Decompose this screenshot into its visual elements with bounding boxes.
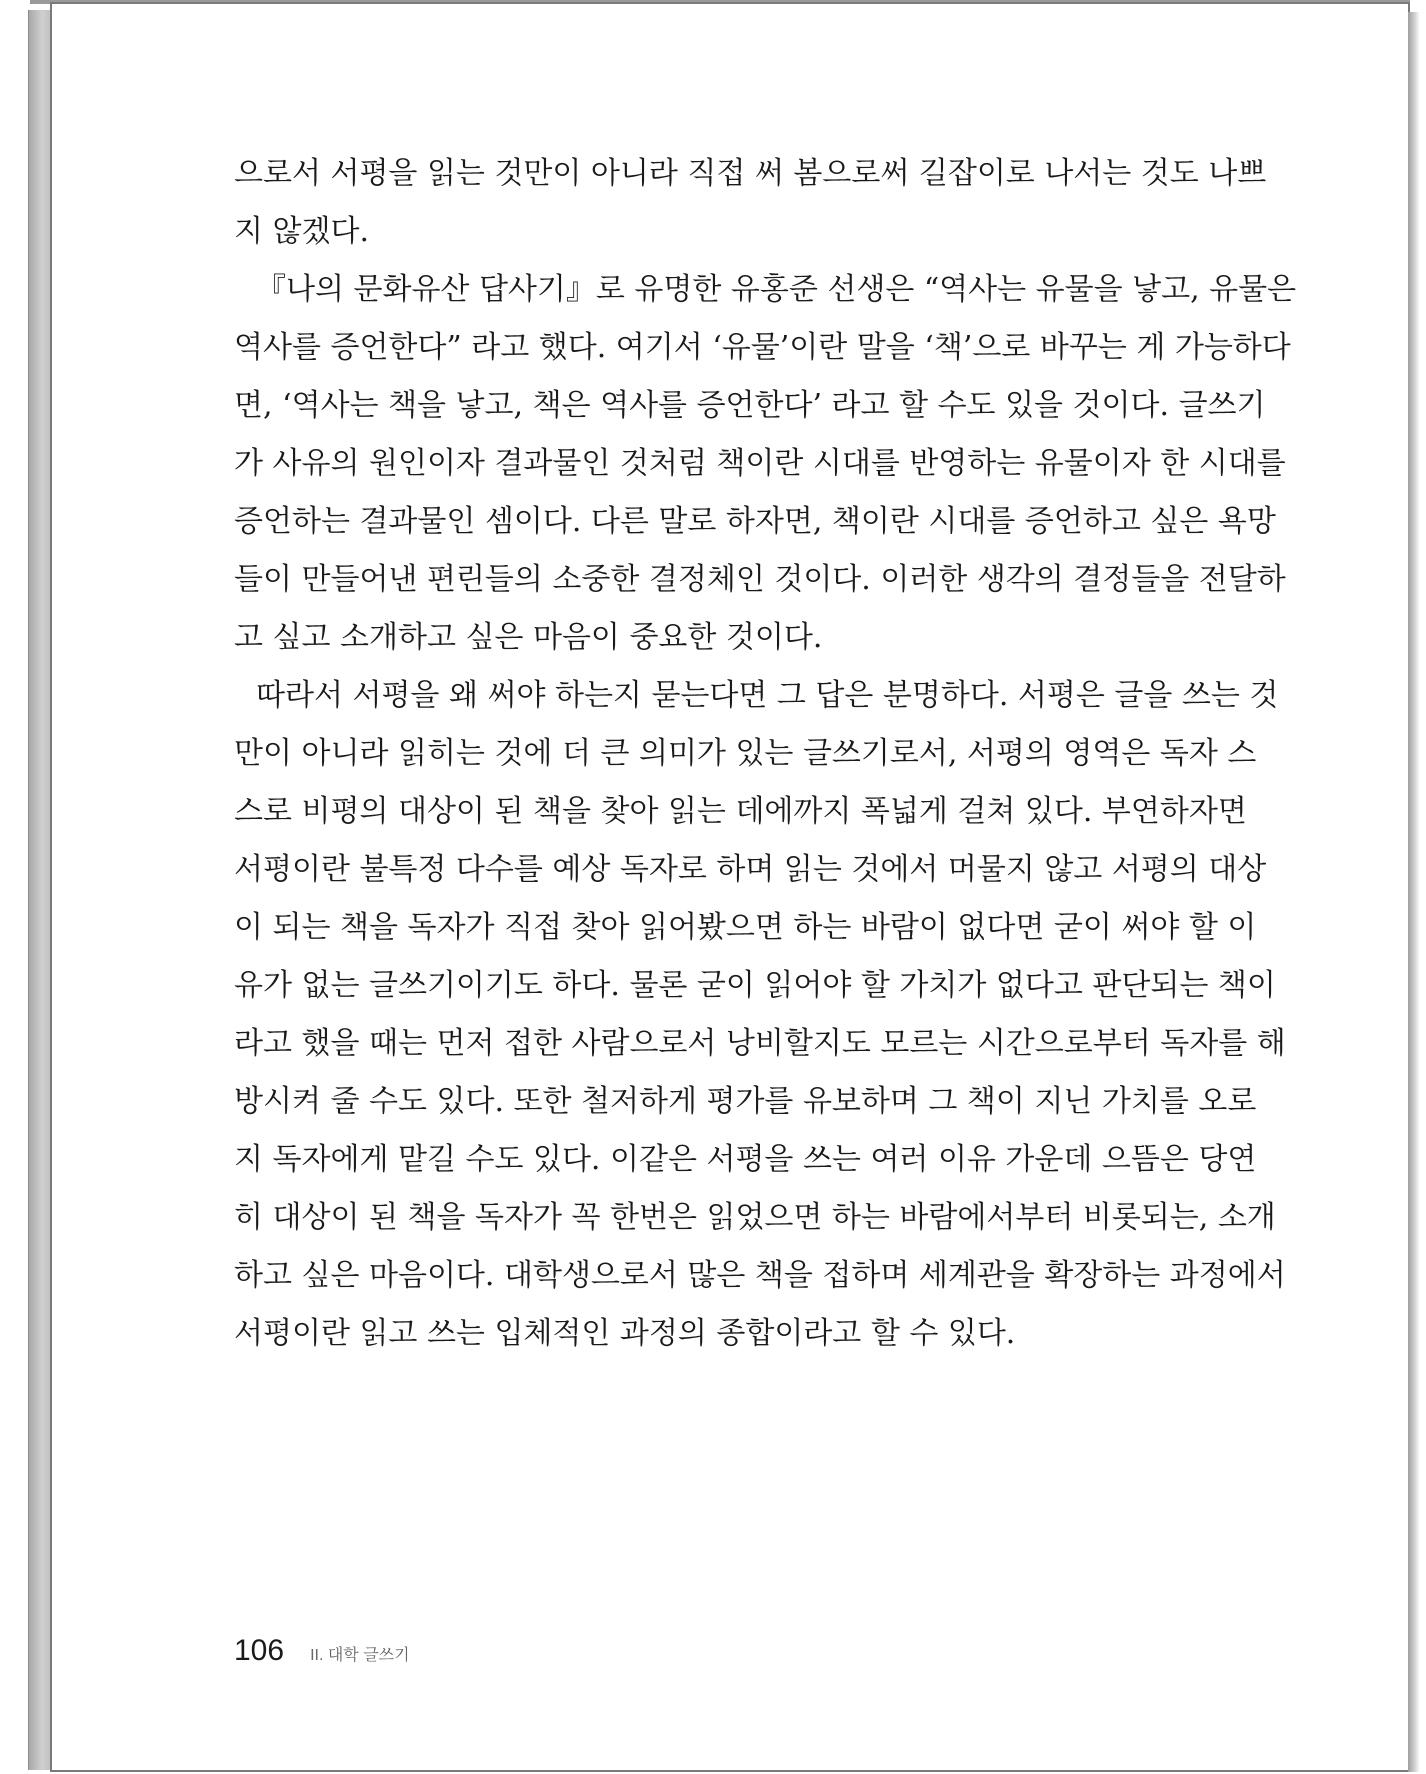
page-right-shadow <box>1408 12 1420 1772</box>
text-line: 증언하는 결과물인 셈이다. 다른 말로 하자면, 책이란 시대를 증언하고 싶은 욕망 <box>234 504 1276 539</box>
running-section-title: II. 대학 글쓰기 <box>310 1647 410 1664</box>
text-line: 고 싶고 소개하고 싶은 마음이 중요한 것이다. <box>234 620 823 655</box>
text-line: 서평이란 불특정 다수를 예상 독자로 하며 읽는 것에서 머물지 않고 서평의 대상 <box>234 852 1267 887</box>
text-line: 『나의 문화유산 답사기』로 유명한 유홍준 선생은 “역사는 유물을 낳고, 유물은 <box>256 272 1297 307</box>
text-line: 들이 만들어낸 편린들의 소중한 결정체인 것이다. 이러한 생각의 결정들을 전달하 <box>234 562 1286 597</box>
text-line: 스로 비평의 대상이 된 책을 찾아 읽는 데에까지 폭넓게 걸쳐 있다. 부연하자면 <box>234 794 1247 829</box>
text-line: 서평이란 읽고 쓰는 입체적인 과정의 종합이라고 할 수 있다. <box>234 1316 1016 1351</box>
text-line: 만이 아니라 읽히는 것에 더 큰 의미가 있는 글쓰기로서, 서평의 영역은 독자 스 <box>234 736 1257 771</box>
text-line: 하고 싶은 마음이다. 대학생으로서 많은 책을 접하며 세계관을 확장하는 과정에서 <box>234 1258 1286 1293</box>
text-line: 방시켜 줄 수도 있다. 또한 철저하게 평가를 유보하며 그 책이 지닌 가치를 오로 <box>234 1084 1257 1119</box>
text-line: 지 않겠다. <box>234 214 369 249</box>
text-line: 히 대상이 된 책을 독자가 꼭 한번은 읽었으면 하는 바람에서부터 비롯되는, 소개 <box>234 1200 1276 1235</box>
text-line: 유가 없는 글쓰기이기도 하다. 물론 굳이 읽어야 할 가치가 없다고 판단되는 책이 <box>234 968 1276 1003</box>
text-line: 라고 했을 때는 먼저 접한 사람으로서 낭비할지도 모르는 시간으로부터 독자를 해 <box>234 1026 1286 1061</box>
text-line: 가 사유의 원인이자 결과물인 것처럼 책이란 시대를 반영하는 유물이자 한 시대를 <box>234 446 1286 481</box>
text-line: 따라서 서평을 왜 써야 하는지 묻는다면 그 답은 분명하다. 서평은 글을 쓰는 것 <box>256 678 1279 713</box>
text-line: 으로서 서평을 읽는 것만이 아니라 직접 써 봄으로써 길잡이로 나서는 것도 나쁘 <box>234 156 1267 191</box>
text-line: 이 되는 책을 독자가 직접 찾아 읽어봤으면 하는 바람이 없다면 굳이 써야 할 이 <box>234 910 1257 945</box>
page-footer <box>234 1634 410 1670</box>
text-line: 지 독자에게 맡길 수도 있다. 이같은 서평을 쓰는 여러 이유 가운데 으뜸은 당연 <box>234 1142 1257 1177</box>
page-number: 106 <box>234 1634 285 1667</box>
text-line: 면, ‘역사는 책을 낳고, 책은 역사를 증언한다’ 라고 할 수도 있을 것이다. 글쓰기 <box>234 388 1266 423</box>
text-line: 역사를 증언한다” 라고 했다. 여기서 ‘유물’이란 말을 ‘책’으로 바꾸는 게 가능하다 <box>234 330 1291 365</box>
